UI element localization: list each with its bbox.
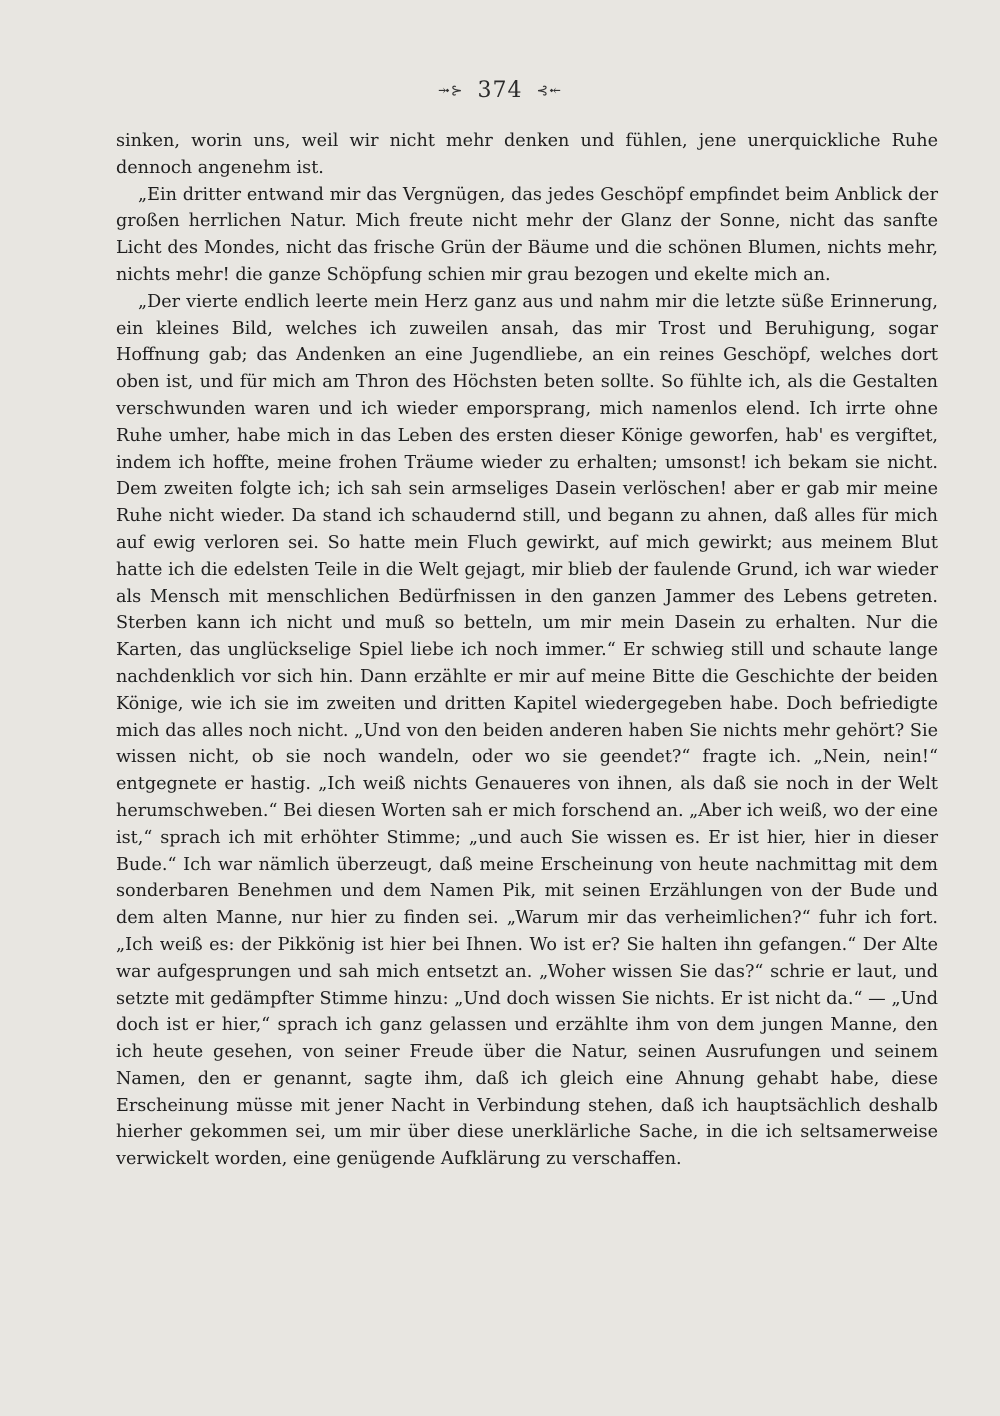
paragraph-continuation: sinken, worin uns, weil wir nicht mehr denken und fühlen, jene unerquickliche Ruhe dennoch angenehm ist. (116, 131, 938, 178)
paragraph-third-king: „Ein dritter entwand mir das Vergnügen, das jedes Geschöpf empfindet beim Anblick der großen herrlichen Natur. Mich freute nicht mehr der Glanz der Sonne, nicht das sanfte Licht des Mondes, nicht das frische Grün der Bäume und die schönen Blumen, nichts mehr, nichts mehr! die ganze Schöpfung schien mir grau bezogen und ekelte mich an. (116, 184, 938, 285)
page-number: 374 (477, 78, 523, 103)
page-body (116, 128, 938, 1173)
right-ornament: ⊰⤝ (536, 83, 562, 99)
page-header (0, 78, 1000, 103)
paragraph-fourth-king: „Der vierte endlich leerte mein Herz ganz aus und nahm mir die letzte süße Erinnerung, ein kleines Bild, welches ich zuweilen ansah, das mir Trost und Beruhigung, sogar Hoffnung gab; das Andenken an eine Jugendliebe, an ein reines Geschöpf, welches dort oben ist, und für mich am Thron des Höchsten beten sollte. So fühlte ich, als die Gestalten verschwunden waren und ich wieder emporsprang, mich namenlos elend. Ich irrte ohne Ruhe umher, habe mich in das Leben des ersten dieser Könige geworfen, hab' es vergiftet, indem ich hoffte, meine frohen Träume wieder zu erhalten; umsonst! ich bekam sie nicht. Dem zweiten folgte ich; ich sah sein armseliges Dasein verlöschen! aber er gab mir meine Ruhe nicht wieder. Da stand ich schaudernd still, und begann zu ahnen, daß alles für mich auf ewig verloren sei. So hatte mein Fluch gewirkt, auf mich gewirkt; aus meinem Blut hatte ich die edelsten Teile in die Welt gejagt, mir blieb der faulende Grund, ich war wieder als Mensch mit menschlichen Bedürfnissen in den ganzen Jammer des Lebens getreten. Sterben kann ich nicht und muß so betteln, um mir mein Dasein zu erhalten. Nur die Karten, das unglückselige Spiel liebe ich noch immer.“ Er schwieg still und schaute lange nachdenklich vor sich hin. Dann erzählte er mir auf meine Bitte die Geschichte der beiden Könige, wie ich sie im zweiten und dritten Kapitel wiedergegeben habe. Doch befriedigte mich das alles noch nicht. „Und von den beiden anderen haben Sie nichts mehr gehört? Sie wissen nicht, ob sie noch wandeln, oder wo sie geendet?“ fragte ich. „Nein, nein!“ entgegnete er hastig. „Ich weiß nichts Genaueres von ihnen, als daß sie noch in der Welt herumschweben.“ Bei diesen Worten sah er mich forschend an. „Aber ich weiß, wo der eine ist,“ sprach ich mit erhöhter Stimme; „und auch Sie wissen es. Er ist hier, hier in dieser Bude.“ Ich war nämlich überzeugt, daß meine Erscheinung von heute nachmittag mit dem sonderbaren Benehmen und dem Namen Pik, mit seinen Erzählungen von der Bude und dem alten Manne, nur hier zu finden sei. „Warum mir das verheimlichen?“ fuhr ich fort. „Ich weiß es: der Pikkönig ist hier bei Ihnen. Wo ist er? Sie halten ihn gefangen.“ Der Alte war aufgesprungen und sah mich entsetzt an. „Woher wissen Sie das?“ schrie er laut, und setzte mit gedämpfter Stimme hinzu: „Und doch wissen Sie nichts. Er ist nicht da.“ — „Und doch ist er hier,“ sprach ich ganz gelassen und erzählte ihm von dem jungen Manne, den ich heute gesehen, von seiner Freude über die Natur, seinen Ausrufungen und seinem Namen, den er genannt, sagte ihm, daß ich gleich eine Ahnung gehabt habe, diese Erscheinung müsse mit jener Nacht in Verbindung stehen, daß ich hauptsächlich deshalb hierher gekommen sei, um mir über diese unerklärliche Sache, in die ich seltsamerweise verwickelt worden, eine genügende Aufklärung zu verschaffen. (116, 291, 938, 1170)
left-ornament: ⤞⊱ (438, 83, 464, 99)
